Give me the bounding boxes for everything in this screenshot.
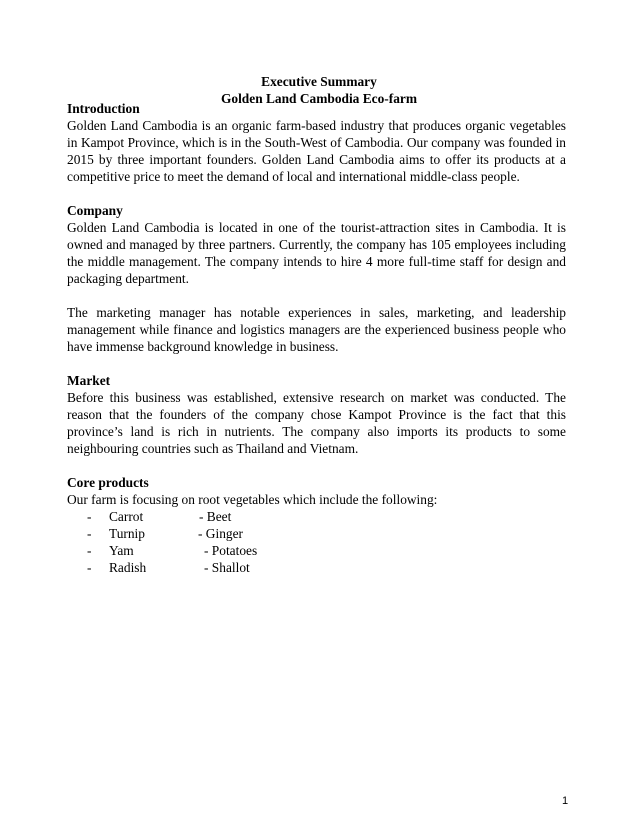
market-heading: Market [67, 373, 111, 388]
list-item [67, 525, 566, 542]
introduction-text: Golden Land Cambodia is an organic farm-based industry that produces organic vegetables in Kampot Province, which is in the South-West of Cambodia. Our company was founded in 2015 by three important founders. Golden Land Cambodia aims to offer its products at a competitive price to meet the demand of local and international middle-class people. [67, 118, 566, 184]
list-item [67, 559, 566, 576]
products-list [67, 508, 566, 576]
product-left: Turnip [109, 526, 145, 541]
spacer [67, 185, 566, 202]
product-right: - Ginger [198, 526, 243, 541]
list-dash: - [87, 509, 92, 524]
document-title: Executive Summary [261, 74, 377, 89]
core-products-intro: Our farm is focusing on root vegetables which include the following: [67, 492, 438, 507]
company-text-2: The marketing manager has notable experiences in sales, marketing, and leadership management while finance and logistics managers are the experienced business people who have immense background knowledge in business. [67, 305, 566, 354]
product-right: - Shallot [204, 560, 250, 575]
page-number: 1 [562, 795, 569, 807]
core-products-heading: Core products [67, 475, 149, 490]
spacer [67, 287, 566, 304]
list-item [67, 542, 566, 559]
company-heading: Company [67, 203, 123, 218]
spacer [67, 355, 566, 372]
product-right: - Potatoes [204, 543, 258, 558]
product-left: Carrot [109, 509, 144, 524]
document-subtitle: Golden Land Cambodia Eco-farm [220, 91, 418, 106]
product-left: Yam [109, 543, 134, 558]
spacer [67, 457, 566, 474]
list-dash: - [87, 543, 92, 558]
product-left: Radish [109, 560, 147, 575]
company-text-1: Golden Land Cambodia is located in one of the tourist-attraction sites in Cambodia. It is owned and managed by three partners. Currently, the company has 105 employees including the middle management. The company intends to hire 4 more full-time staff for design and packaging department. [67, 220, 566, 286]
list-dash: - [87, 560, 92, 575]
list-item [67, 508, 566, 525]
product-right: - Beet [199, 509, 232, 524]
market-text: Before this business was established, extensive research on market was conducted. The reason that the founders of the company chose Kampot Province is the fact that this province’s land is rich in nutrients. The company also imports its products to some neighbouring countries such as Thailand and Vietnam. [67, 390, 566, 456]
document-body [67, 100, 566, 576]
list-dash: - [87, 526, 92, 541]
introduction-heading: Introduction [67, 101, 140, 116]
